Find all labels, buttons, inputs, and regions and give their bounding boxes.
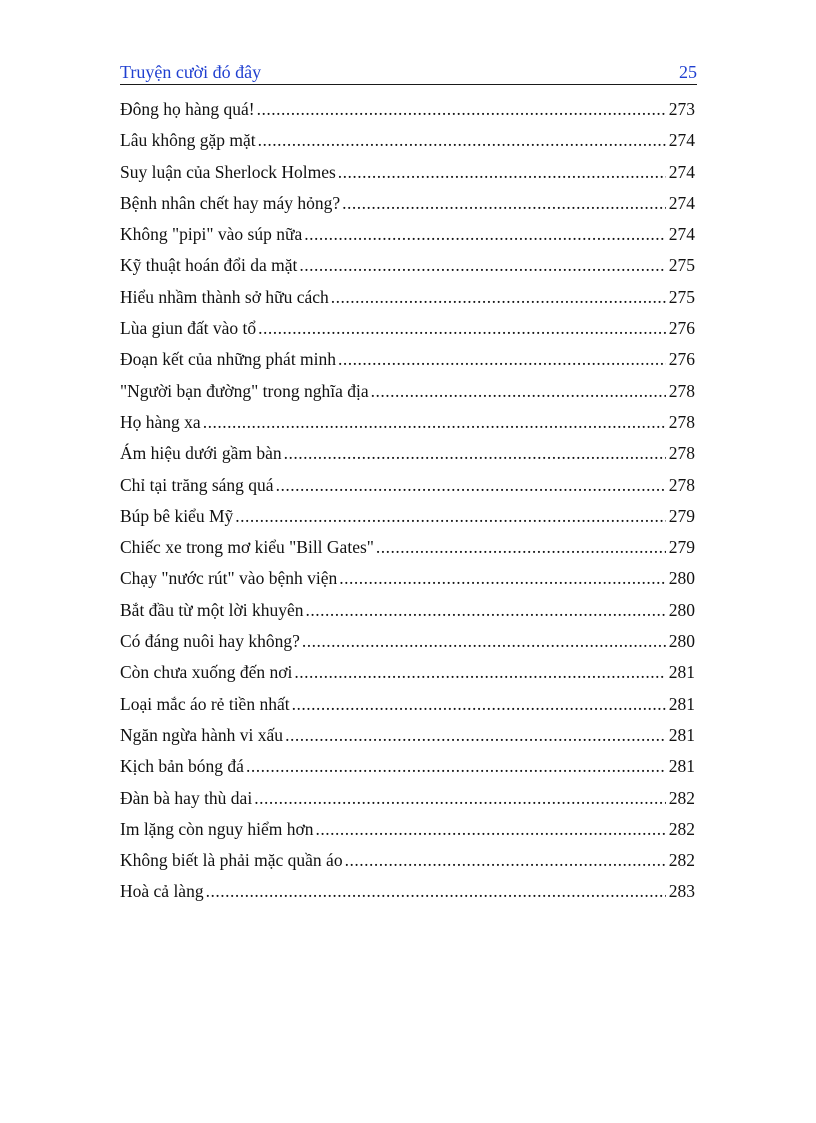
dot-leader — [246, 756, 666, 777]
toc-entry-page: 283 — [668, 881, 695, 902]
dot-leader — [315, 819, 665, 840]
toc-entry[interactable] — [120, 99, 695, 130]
toc-entry-page: 281 — [668, 724, 695, 745]
toc-entry[interactable] — [120, 381, 695, 412]
dot-leader — [258, 318, 666, 339]
toc-entry-title: Suy luận của Sherlock Holmes — [120, 161, 336, 182]
toc-entry-title: Ám hiệu dưới gầm bàn — [120, 443, 282, 464]
toc-entry-page: 280 — [668, 599, 695, 620]
toc-entry-page: 273 — [668, 99, 695, 119]
toc-entry-page: 281 — [668, 756, 695, 777]
toc-entry-page: 282 — [668, 850, 695, 871]
toc-entry[interactable] — [120, 287, 695, 318]
dot-leader — [338, 349, 666, 370]
toc-entry-page: 280 — [668, 631, 695, 652]
dot-leader — [206, 881, 666, 902]
dot-leader — [284, 443, 666, 464]
toc-entry-title: Loại mắc áo rẻ tiền nhất — [120, 693, 290, 714]
dot-leader — [203, 412, 666, 433]
toc-entry-page: 278 — [668, 411, 695, 432]
dot-leader — [292, 694, 666, 715]
toc-entry[interactable] — [120, 318, 695, 349]
toc-entry-page: 281 — [668, 662, 695, 683]
toc-entry-title: Lâu không gặp mặt — [120, 130, 256, 151]
toc-entry-title: Lùa giun đất vào tổ — [120, 318, 257, 339]
dot-leader — [331, 287, 666, 308]
toc-entry[interactable] — [120, 130, 695, 161]
toc-entry-title: "Người bạn đường" trong nghĩa địa — [120, 380, 369, 401]
toc-entry-title: Không biết là phải mặc quần áo — [120, 850, 343, 871]
toc-entry-page: 274 — [668, 161, 695, 182]
dot-leader — [276, 475, 666, 496]
toc-entry[interactable] — [120, 881, 695, 912]
dot-leader — [285, 725, 666, 746]
toc-entry[interactable] — [120, 412, 695, 443]
toc-entry[interactable] — [120, 475, 695, 506]
toc-entry-title: Có đáng nuôi hay không? — [120, 631, 300, 652]
toc-entry[interactable] — [120, 662, 695, 693]
table-of-contents — [120, 99, 695, 913]
dot-leader — [339, 568, 666, 589]
dot-leader — [299, 255, 665, 276]
toc-entry-page: 274 — [668, 224, 695, 245]
toc-entry-title: Ngăn ngừa hành vi xấu — [120, 724, 284, 745]
toc-entry[interactable] — [120, 349, 695, 380]
dot-leader — [371, 381, 666, 402]
toc-entry[interactable] — [120, 443, 695, 474]
toc-entry[interactable] — [120, 631, 695, 662]
toc-entry-title: Đoạn kết của những phát minh — [120, 349, 337, 370]
toc-entry[interactable] — [120, 850, 695, 881]
toc-entry-title: Kỹ thuật hoán đổi da mặt — [120, 255, 298, 276]
toc-entry[interactable] — [120, 568, 695, 599]
toc-entry[interactable] — [120, 224, 695, 255]
dot-leader — [257, 99, 666, 120]
running-header-title: Truyện cười đó đây — [120, 62, 262, 82]
toc-entry-page: 275 — [668, 255, 695, 276]
toc-entry[interactable] — [120, 255, 695, 286]
toc-entry-title: Không "pipi" vào súp nữa — [120, 224, 303, 245]
toc-entry-page: 282 — [668, 787, 695, 808]
toc-entry-page: 282 — [668, 818, 695, 839]
toc-entry[interactable] — [120, 506, 695, 537]
running-header — [120, 60, 697, 85]
dot-leader — [306, 600, 666, 621]
toc-entry-title: Chỉ tại trăng sáng quá — [120, 474, 274, 495]
toc-entry-page: 274 — [668, 130, 695, 151]
toc-entry-page: 276 — [668, 318, 695, 339]
toc-entry[interactable] — [120, 756, 695, 787]
toc-entry-title: Bệnh nhân chết hay máy hỏng? — [120, 192, 341, 213]
toc-entry[interactable] — [120, 162, 695, 193]
dot-leader — [304, 224, 666, 245]
toc-entry[interactable] — [120, 537, 695, 568]
toc-entry-title: Búp bê kiểu Mỹ — [120, 505, 234, 526]
toc-entry-title: Đàn bà hay thù dai — [120, 787, 253, 808]
toc-entry-title: Còn chưa xuống đến nơi — [120, 662, 293, 683]
toc-entry-title: Chạy "nước rút" vào bệnh viện — [120, 568, 338, 589]
toc-entry-page: 278 — [668, 380, 695, 401]
toc-entry-page: 276 — [668, 349, 695, 370]
dot-leader — [294, 662, 665, 683]
toc-entry-page: 280 — [668, 568, 695, 589]
toc-entry[interactable] — [120, 694, 695, 725]
dot-leader — [345, 850, 666, 871]
toc-entry[interactable] — [120, 193, 695, 224]
toc-entry-page: 279 — [668, 505, 695, 526]
dot-leader — [302, 631, 666, 652]
toc-entry-title: Hoà cả làng — [120, 881, 204, 902]
toc-entry-title: Chiếc xe trong mơ kiểu "Bill Gates" — [120, 537, 374, 558]
toc-entry[interactable] — [120, 725, 695, 756]
dot-leader — [338, 162, 666, 183]
dot-leader — [254, 788, 666, 809]
toc-entry-title: Bắt đầu từ một lời khuyên — [120, 599, 304, 620]
toc-entry[interactable] — [120, 819, 695, 850]
toc-entry-title: Đông họ hàng quá! — [120, 99, 255, 119]
toc-entry-page: 281 — [668, 693, 695, 714]
toc-entry-page: 278 — [668, 474, 695, 495]
toc-entry-title: Họ hàng xa — [120, 411, 201, 432]
toc-entry[interactable] — [120, 788, 695, 819]
toc-entry-page: 274 — [668, 192, 695, 213]
dot-leader — [376, 537, 666, 558]
dot-leader — [235, 506, 665, 527]
toc-entry[interactable] — [120, 600, 695, 631]
toc-entry-title: Kịch bản bóng đá — [120, 756, 244, 777]
toc-entry-title: Im lặng còn nguy hiểm hơn — [120, 818, 314, 839]
dot-leader — [342, 193, 666, 214]
toc-entry-page: 275 — [668, 286, 695, 307]
toc-entry-page: 278 — [668, 443, 695, 464]
dot-leader — [258, 130, 666, 151]
running-header-page-number: 25 — [679, 62, 697, 82]
toc-entry-title: Hiểu nhầm thành sở hữu cách — [120, 286, 329, 307]
toc-entry-page: 279 — [668, 537, 695, 558]
